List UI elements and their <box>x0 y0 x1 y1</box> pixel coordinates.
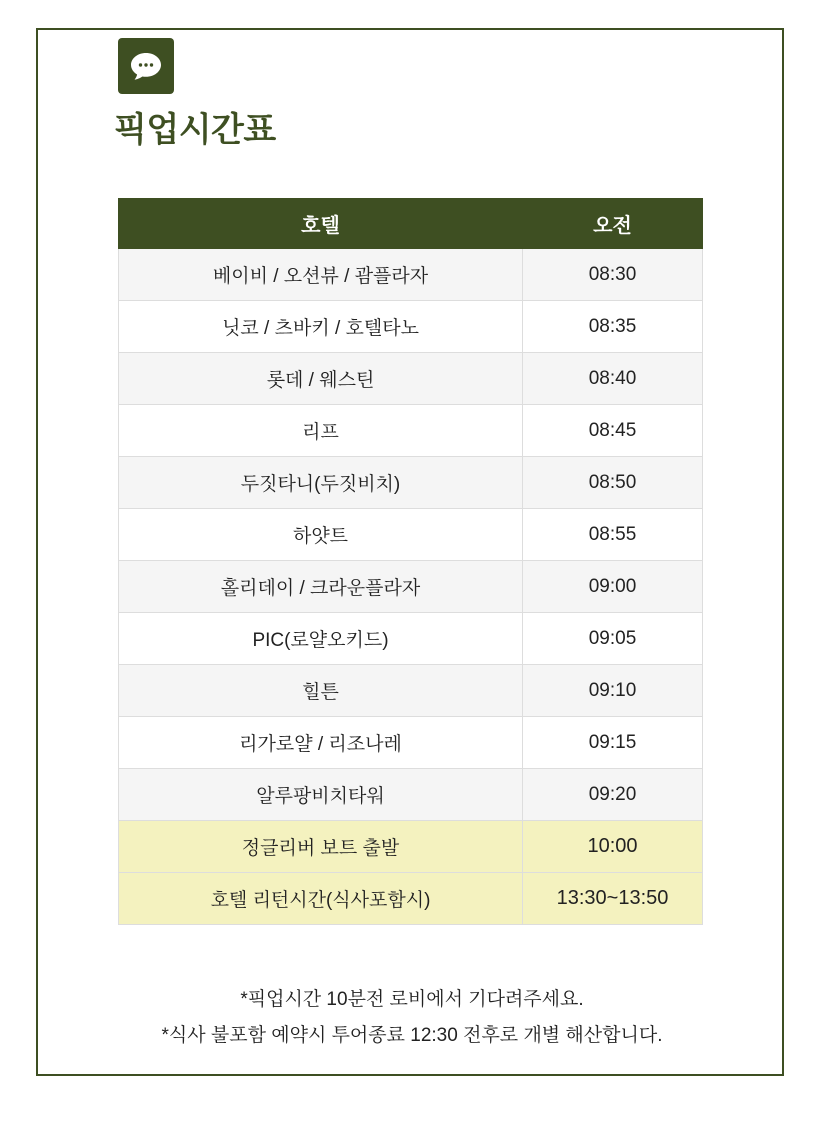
cell-hotel: 리가로얄 / 리조나레 <box>119 717 523 769</box>
cell-hotel: 정글리버 보트 출발 <box>119 821 523 873</box>
cell-time: 09:05 <box>523 613 703 665</box>
table-row-highlight <box>119 821 703 873</box>
cell-time: 09:10 <box>523 665 703 717</box>
cell-hotel: 호텔 리턴시간(식사포함시) <box>119 873 523 925</box>
pickup-schedule-table <box>118 198 702 925</box>
table-row <box>119 353 703 405</box>
cell-hotel: 두짓타니(두짓비치) <box>119 457 523 509</box>
speech-bubble-icon <box>129 51 163 81</box>
cell-hotel: 하얏트 <box>119 509 523 561</box>
cell-time: 09:15 <box>523 717 703 769</box>
cell-hotel: 리프 <box>119 405 523 457</box>
schedule-card <box>36 28 784 1076</box>
table-row <box>119 613 703 665</box>
cell-hotel: 롯데 / 웨스틴 <box>119 353 523 405</box>
table-row <box>119 301 703 353</box>
cell-time: 08:30 <box>523 249 703 301</box>
cell-hotel: 닛코 / 츠바키 / 호텔타노 <box>119 301 523 353</box>
table-row <box>119 509 703 561</box>
page-title: 픽업시간표 <box>114 111 276 149</box>
column-header-time: 오전 <box>523 199 703 249</box>
cell-time: 09:20 <box>523 769 703 821</box>
cell-time: 08:50 <box>523 457 703 509</box>
cell-hotel: 베이비 / 오션뷰 / 괌플라자 <box>119 249 523 301</box>
table-row <box>119 717 703 769</box>
table-header-row <box>119 199 703 249</box>
table-row <box>119 457 703 509</box>
cell-time: 09:00 <box>523 561 703 613</box>
note-meal: *식사 불포함 예약시 투어종료 12:30 전후로 개별 해산합니다. <box>161 1025 663 1047</box>
cell-hotel: 알루팡비치타워 <box>119 769 523 821</box>
cell-time: 13:30~13:50 <box>523 873 703 925</box>
cell-hotel: 홀리데이 / 크라운플라자 <box>119 561 523 613</box>
cell-hotel: PIC(로얄오키드) <box>119 613 523 665</box>
table-row <box>119 561 703 613</box>
cell-time: 08:35 <box>523 301 703 353</box>
cell-time: 08:55 <box>523 509 703 561</box>
cell-time: 08:45 <box>523 405 703 457</box>
table-row-highlight <box>119 873 703 925</box>
column-header-hotel: 호텔 <box>119 199 523 249</box>
table-row <box>119 769 703 821</box>
cell-time: 10:00 <box>523 821 703 873</box>
note-pickup: *픽업시간 10분전 로비에서 기다려주세요. <box>240 989 584 1010</box>
cell-time: 08:40 <box>523 353 703 405</box>
table-row <box>119 405 703 457</box>
cell-hotel: 힐튼 <box>119 665 523 717</box>
table-row <box>119 665 703 717</box>
notes-section <box>38 982 786 1054</box>
logo-badge <box>118 38 174 94</box>
table-row <box>119 249 703 301</box>
